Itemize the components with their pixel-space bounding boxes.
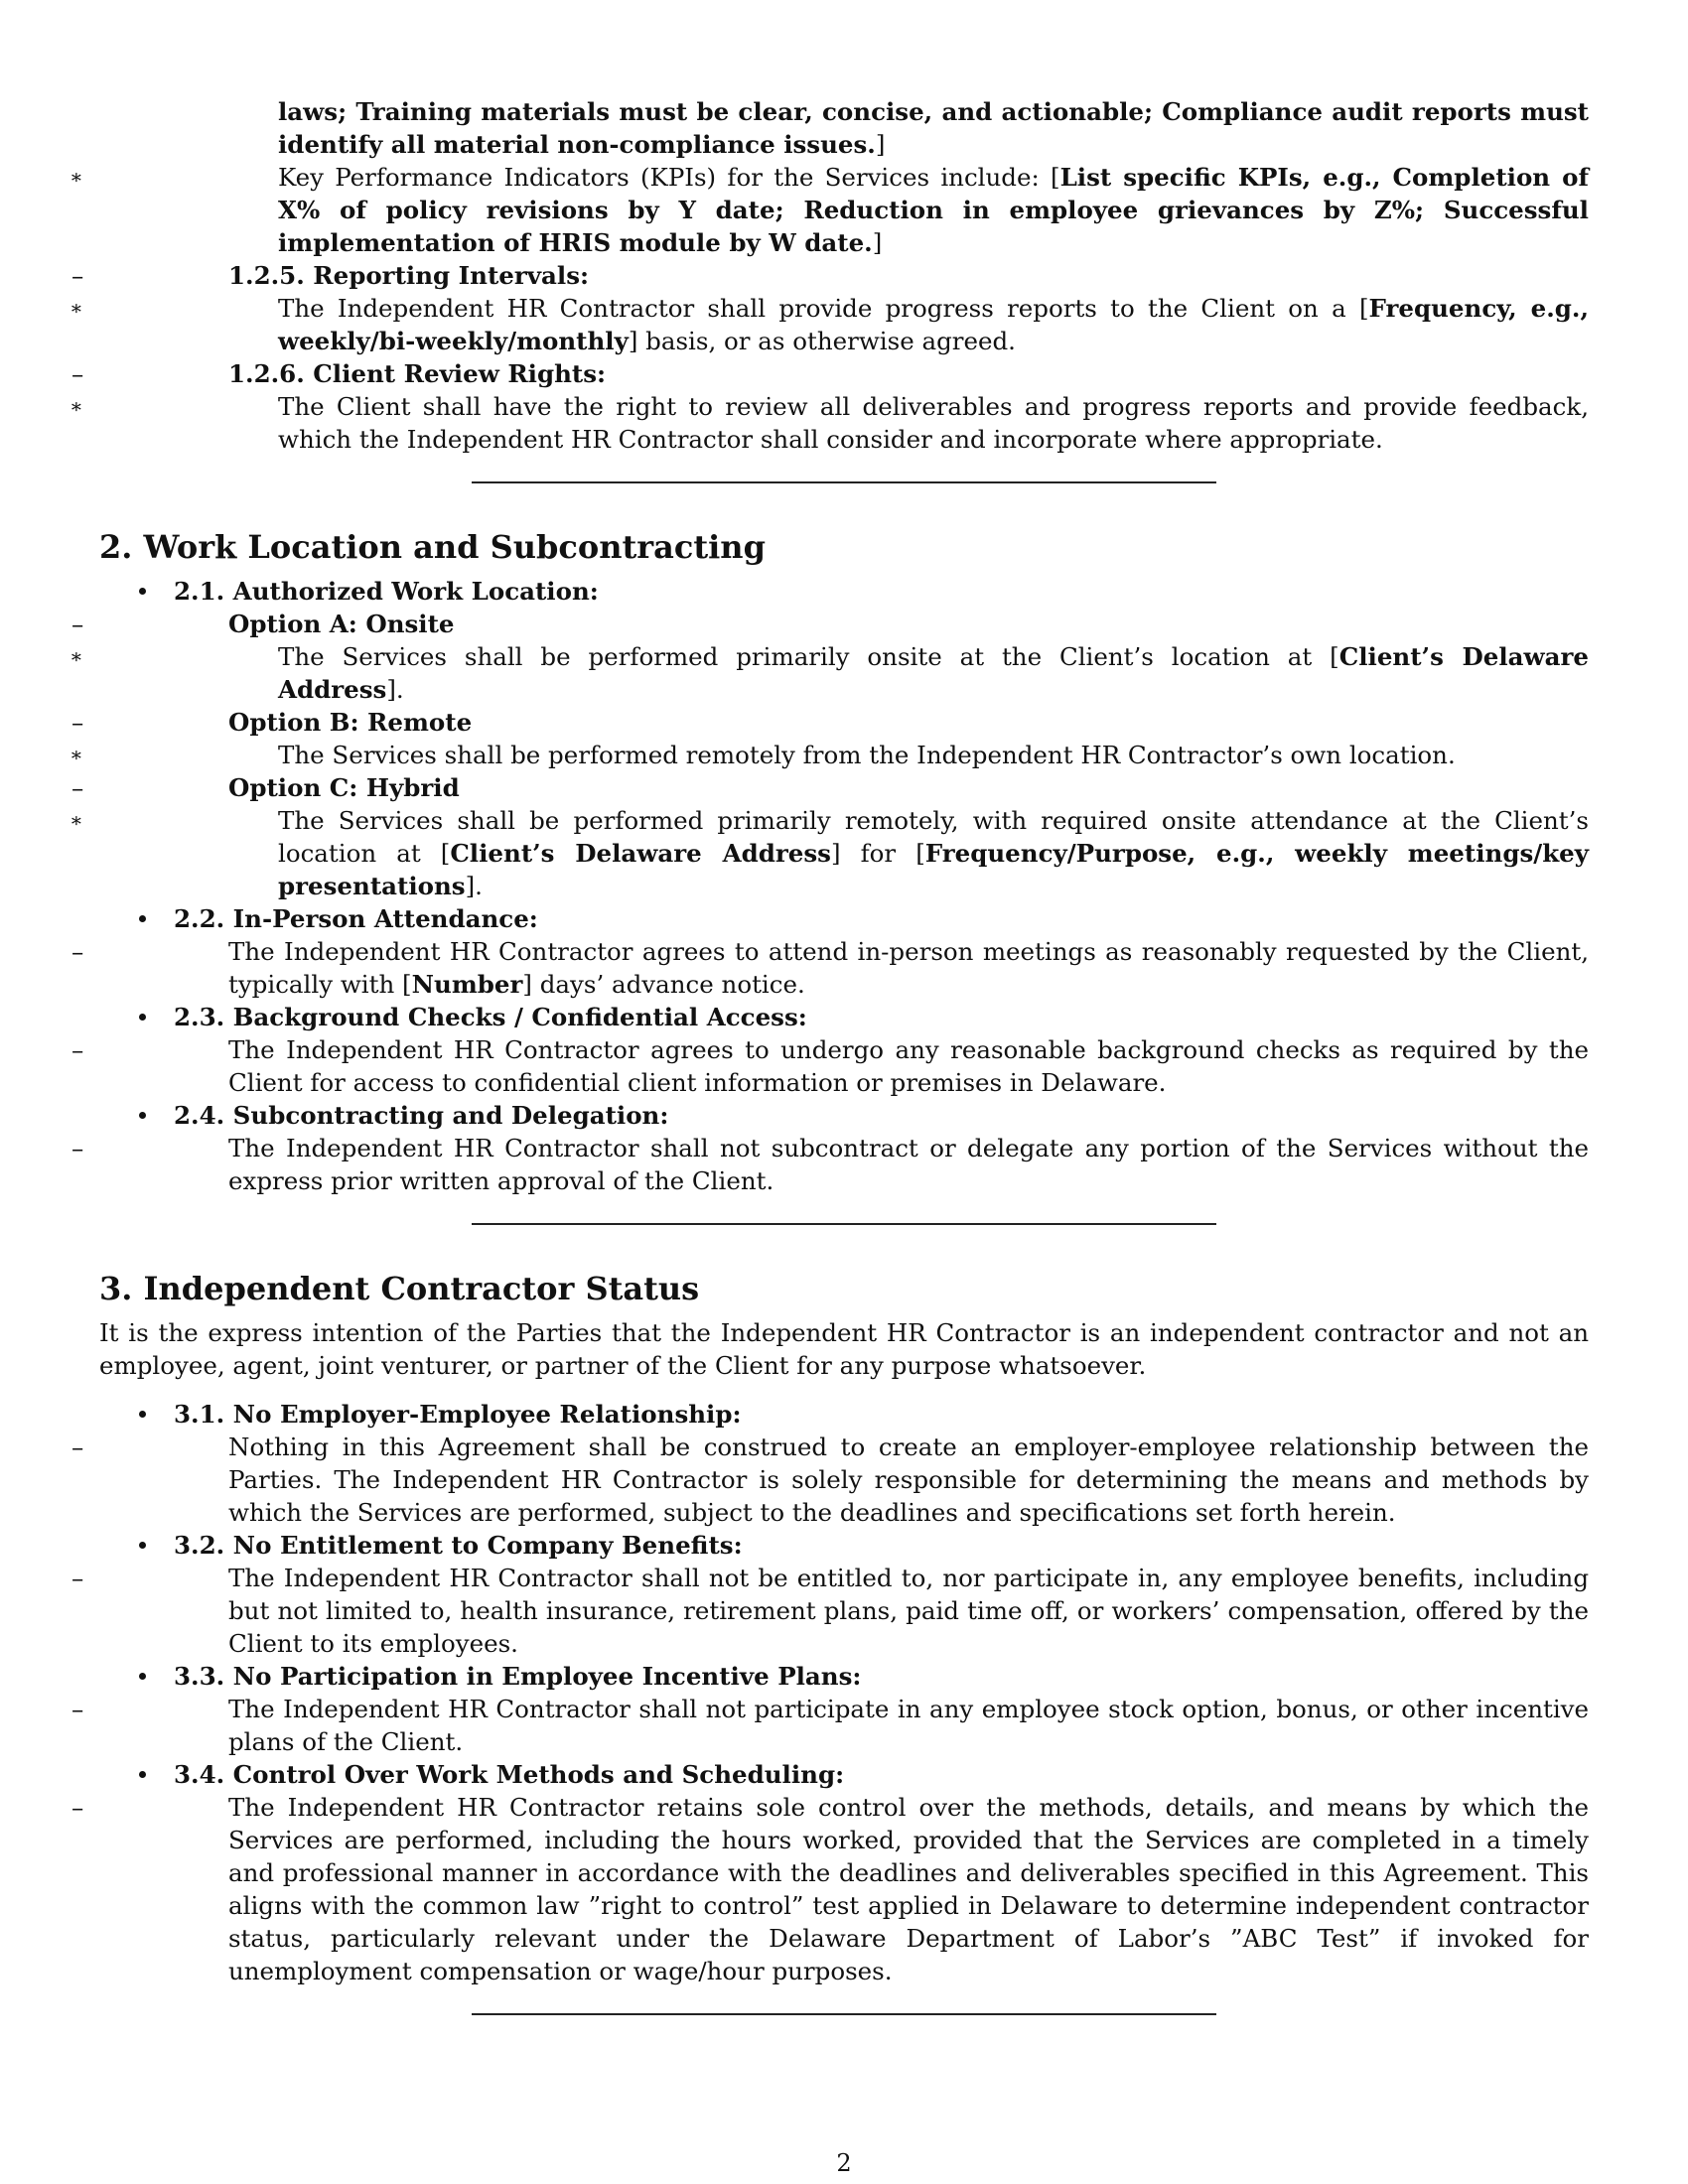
dash-bullet-icon: – bbox=[71, 1035, 84, 1064]
section-heading: 3.2. No Entitlement to Company Benefits: bbox=[174, 1531, 743, 1560]
dash-bullet-icon: – bbox=[71, 1564, 84, 1592]
benefits-text: The Independent HR Contractor shall not be entitled to, nor participate in, any employee benefits, including but not limited to, health insurance, retirement plans, paid time off, or workers’ compensation, offered by the Client to its employees. bbox=[228, 1564, 1589, 1658]
option-b-body: The Services shall be performed remotely from the Independent HR Contractor’s own location. bbox=[278, 741, 1456, 769]
bullet-icon bbox=[139, 588, 146, 595]
reporting-text-post: ] basis, or as otherwise agreed. bbox=[628, 327, 1016, 355]
section-2-1 bbox=[99, 575, 1589, 608]
subcontracting-text: The Independent HR Contractor shall not subcontract or delegate any portion of the Services without the express prior written approval of the Client. bbox=[228, 1134, 1589, 1195]
background-checks-text: The Independent HR Contractor agrees to undergo any reasonable background checks as required by the Client for access to confidential client information or premises in Delaware. bbox=[228, 1035, 1589, 1097]
address-placeholder: Client’s Delaware Address bbox=[450, 839, 831, 868]
option-b-text bbox=[70, 739, 1589, 771]
client-review-text: The Client shall have the right to review all deliverables and progress reports and provide feedback, which the Independent HR Contractor shall consider and incorporate where appropriate. bbox=[278, 392, 1589, 454]
section-heading: 2.4. Subcontracting and Delegation: bbox=[174, 1101, 669, 1130]
section-heading: 1.2.5. Reporting Intervals: bbox=[228, 261, 590, 290]
section-heading: 2.3. Background Checks / Confidential Access: bbox=[174, 1003, 807, 1031]
section-divider bbox=[472, 2013, 1216, 2015]
reporting-text-pre: The Independent HR Contractor shall provide progress reports to the Client on a [ bbox=[278, 294, 1369, 323]
section-2-4 bbox=[99, 1099, 1589, 1132]
section-2-3-text bbox=[71, 1033, 1589, 1099]
bullet-icon bbox=[139, 1542, 146, 1549]
incentive-plans-text: The Independent HR Contractor shall not participate in any employee stock option, bonus, or other incentive plans of the Client. bbox=[228, 1695, 1589, 1756]
section-3-3-text bbox=[71, 1693, 1589, 1758]
section-1-2-6 bbox=[71, 357, 1589, 390]
star-bullet-icon: ∗ bbox=[70, 165, 83, 189]
client-review-item bbox=[70, 390, 1589, 456]
option-heading: Option C: Hybrid bbox=[228, 773, 460, 802]
option-c bbox=[71, 771, 1589, 804]
reporting-intervals-item bbox=[70, 292, 1589, 357]
option-c-pre: The Services shall be performed primarily remotely, with required onsite attendance at the Client’s location at [ bbox=[278, 806, 1589, 868]
kpi-prefix: Key Performance Indicators (KPIs) for the Services include: [ bbox=[278, 163, 1060, 192]
section-3-2 bbox=[99, 1529, 1589, 1562]
attendance-post: ] days’ advance notice. bbox=[522, 970, 805, 999]
section-2-3 bbox=[99, 1001, 1589, 1033]
address-placeholder: Client’s Delaware Address bbox=[278, 642, 1589, 704]
deliverable-standards-continuation bbox=[99, 95, 1589, 161]
option-c-post: ]. bbox=[465, 872, 483, 900]
section-3-intro: It is the express intention of the Parties that the Independent HR Contractor is an independent contractor and not an employee, agent, joint venturer, or partner of the Client for any purpose whatsoever. bbox=[99, 1318, 1589, 1380]
section-3-4-text bbox=[71, 1791, 1589, 1987]
section-heading: 1.2.6. Client Review Rights: bbox=[228, 359, 607, 388]
star-bullet-icon: ∗ bbox=[70, 644, 83, 668]
control-text: The Independent HR Contractor retains sole control over the methods, details, and means by which the Services are performed, including the hours worked, provided that the Services are completed in a timely and professional manner in accordance with the deadlines and deliverables specified in this Agreement. This aligns with the common law ”right to control” test applied in Delaware to determine independent contractor status, particularly relevant under the Delaware Department of Labor’s ”ABC Test” if invoked for unemployment compensation or wage/hour purposes. bbox=[228, 1793, 1589, 1985]
section-3-2-text bbox=[71, 1562, 1589, 1660]
kpi-item bbox=[70, 161, 1590, 259]
option-heading: Option A: Onsite bbox=[228, 610, 455, 638]
option-c-text bbox=[70, 804, 1589, 902]
bullet-icon bbox=[139, 1411, 146, 1418]
dash-bullet-icon: – bbox=[71, 1695, 84, 1723]
dash-bullet-icon: – bbox=[71, 610, 84, 638]
dash-bullet-icon: – bbox=[71, 359, 84, 388]
number-placeholder: Number bbox=[411, 970, 523, 999]
section-heading: 3.1. No Employer-Employee Relationship: bbox=[174, 1400, 742, 1429]
option-a-post: ]. bbox=[386, 675, 404, 704]
dash-bullet-icon: – bbox=[71, 1433, 84, 1461]
page-number: 2 bbox=[836, 2149, 852, 2177]
star-bullet-icon: ∗ bbox=[70, 808, 83, 832]
section-heading: 3.3. No Participation in Employee Incentive Plans: bbox=[174, 1662, 862, 1691]
section-3-1 bbox=[99, 1398, 1589, 1431]
bullet-icon bbox=[139, 1014, 146, 1021]
deliverable-standards-text: laws; Training materials must be clear, concise, and actionable; Compliance audit reports must identify all material non-compliance issues. bbox=[278, 97, 1589, 159]
bullet-icon bbox=[139, 1673, 146, 1680]
section-3-1-text bbox=[71, 1431, 1589, 1529]
section-1-2-5 bbox=[71, 259, 1589, 292]
section-2-2 bbox=[99, 902, 1589, 935]
star-bullet-icon: ∗ bbox=[70, 296, 83, 320]
kpi-placeholder: List specific KPIs, e.g., Completion of X% of policy revisions by Y date; Reduction in employee grievances by Z%; Successful implementation of HRIS module by W date. bbox=[278, 163, 1590, 257]
section-2-2-text bbox=[71, 935, 1589, 1001]
document-page bbox=[70, 95, 1590, 2015]
section-3-title: 3. Independent Contractor Status bbox=[99, 1270, 700, 1307]
option-heading: Option B: Remote bbox=[228, 708, 473, 737]
attendance-pre: The Independent HR Contractor agrees to attend in-person meetings as reasonably requested by the Client, typically with [ bbox=[228, 937, 1589, 999]
bracket-close: ] bbox=[872, 228, 883, 257]
dash-bullet-icon: – bbox=[71, 1134, 84, 1162]
bullet-icon bbox=[139, 1771, 146, 1778]
bullet-icon bbox=[139, 1112, 146, 1119]
dash-bullet-icon: – bbox=[71, 261, 84, 290]
dash-bullet-icon: – bbox=[71, 708, 84, 737]
dash-bullet-icon: – bbox=[71, 937, 84, 966]
frequency-purpose-placeholder: Frequency/Purpose, e.g., weekly meetings/key presentations bbox=[278, 839, 1589, 900]
option-b bbox=[71, 706, 1589, 739]
star-bullet-icon: ∗ bbox=[70, 394, 83, 418]
option-a bbox=[71, 608, 1589, 640]
option-a-pre: The Services shall be performed primarily onsite at the Client’s location at [ bbox=[278, 642, 1339, 671]
dash-bullet-icon: – bbox=[71, 1793, 84, 1822]
section-2-4-text bbox=[71, 1132, 1589, 1197]
section-heading: 3.4. Control Over Work Methods and Scheduling: bbox=[174, 1760, 845, 1789]
frequency-placeholder: Frequency, e.g., weekly/bi-weekly/monthly bbox=[278, 294, 1589, 355]
bullet-icon bbox=[139, 915, 146, 922]
section-2-title: 2. Work Location and Subcontracting bbox=[99, 528, 766, 566]
section-3-3 bbox=[99, 1660, 1589, 1693]
star-bullet-icon: ∗ bbox=[70, 743, 83, 766]
option-a-text bbox=[70, 640, 1589, 706]
section-3-4 bbox=[99, 1758, 1589, 1791]
section-heading: 2.2. In-Person Attendance: bbox=[174, 904, 538, 933]
bracket-close: ] bbox=[875, 130, 886, 159]
section-heading: 2.1. Authorized Work Location: bbox=[174, 577, 599, 606]
dash-bullet-icon: – bbox=[71, 773, 84, 802]
option-c-mid: ] for [ bbox=[830, 839, 925, 868]
relationship-text: Nothing in this Agreement shall be construed to create an employer-employee relationship between the Parties. The Independent HR Contractor is solely responsible for determining the means and methods by which the Services are performed, subject to the deadlines and specifications set forth herein. bbox=[228, 1433, 1589, 1527]
